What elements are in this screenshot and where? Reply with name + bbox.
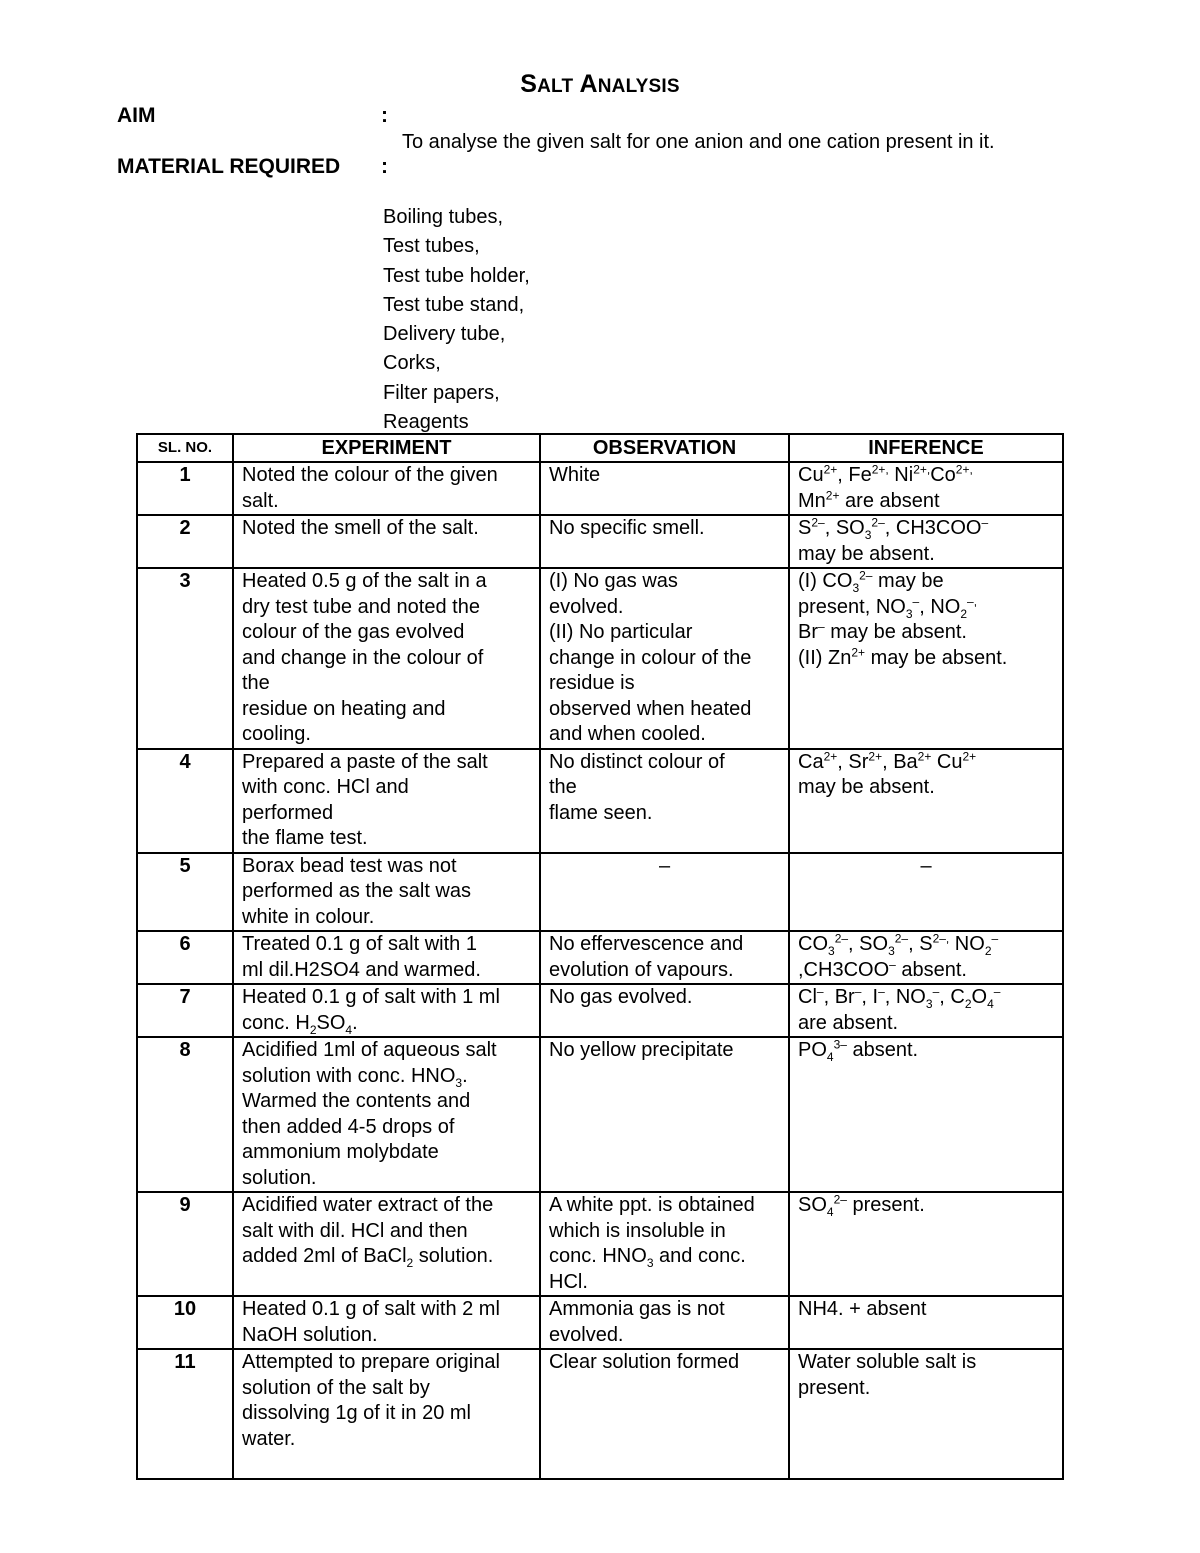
- inference-cell: $Ca^{2+}$, $Sr^{2+}$, $Ba^{2+}$ $Cu^{2+}$ may be absent.: [789, 749, 1063, 853]
- experiment-cell: Noted the smell of the salt.: [233, 515, 540, 568]
- inference-cell: NH4. + absent: [789, 1296, 1063, 1349]
- materials-label: MATERIAL REQUIRED: [117, 155, 341, 178]
- row-number: 5: [137, 853, 233, 932]
- observation-cell: No distinct colour of the flame seen.: [540, 749, 789, 853]
- experiment-cell: Treated 0.1 g of salt with 1 ml dil.H2SO4 and warmed.: [233, 931, 540, 984]
- header-inference: INFERENCE: [789, 434, 1063, 462]
- aim-label: AIM: [117, 104, 156, 127]
- table-row: [137, 462, 1063, 515]
- experiment-cell: Noted the colour of the given salt.: [233, 462, 540, 515]
- experiment-cell: Heated 0.1 g of salt with 2 ml NaOH solution.: [233, 1296, 540, 1349]
- inference-cell: $SO_4^{2-}$ present.: [789, 1192, 1063, 1296]
- row-number: 8: [137, 1037, 233, 1192]
- inference-cell: –: [789, 853, 1063, 932]
- inference-cell: $Cu^{2+}$, $Fe^{2+,}$ $Ni^{2+,}Co^{2+,}$ $Mn^{2+}$ are absent: [789, 462, 1063, 515]
- page-title: SALT ANALYSIS: [520, 70, 680, 98]
- table-header-row: [137, 434, 1063, 462]
- row-number: 10: [137, 1296, 233, 1349]
- experiment-cell: Prepared a paste of the salt with conc. HCl and performed the flame test.: [233, 749, 540, 853]
- row-number: 4: [137, 749, 233, 853]
- analysis-table: [136, 433, 1064, 1480]
- material-item: Boiling tubes,: [383, 206, 504, 228]
- table-row: [137, 1349, 1063, 1479]
- aim-text: To analyse the given salt for one anion and one cation present in it.: [402, 131, 995, 153]
- observation-cell: No yellow precipitate: [540, 1037, 789, 1192]
- experiment-cell: Acidified water extract of the salt with dil. HCl and then added 2ml of BaCl$_2$ solution.: [233, 1192, 540, 1296]
- table-row: [137, 1296, 1063, 1349]
- header-observation: OBSERVATION: [540, 434, 789, 462]
- table-row: [137, 515, 1063, 568]
- observation-cell: –: [540, 853, 789, 932]
- material-item: Filter papers,: [383, 381, 500, 404]
- materials-list: [383, 203, 530, 437]
- experiment-cell: Attempted to prepare original solution of the salt by dissolving 1g of it in 20 ml water.: [233, 1349, 540, 1479]
- observation-cell: White: [540, 462, 789, 515]
- material-item: Test tube holder,: [383, 264, 530, 287]
- material-item: Delivery tube,: [383, 323, 506, 346]
- experiment-cell: Heated 0.5 g of the salt in a dry test tube and noted the colour of the gas evolved and change in the colour of the residue on heating and cooling.: [233, 568, 540, 749]
- table-row: [137, 853, 1063, 932]
- table-row: [137, 568, 1063, 749]
- table-row: [137, 984, 1063, 1037]
- observation-cell: Ammonia gas is not evolved.: [540, 1296, 789, 1349]
- observation-cell: No gas evolved.: [540, 984, 789, 1037]
- aim-colon: :: [381, 104, 388, 127]
- observation-cell: No effervescence and evolution of vapours.: [540, 931, 789, 984]
- row-number: 7: [137, 984, 233, 1037]
- material-item: Test tubes,: [383, 235, 480, 258]
- row-number: 9: [137, 1192, 233, 1296]
- observation-cell: No specific smell.: [540, 515, 789, 568]
- observation-cell: (I) No gas was evolved. (II) No particular change in colour of the residue is observed when heated and when cooled.: [540, 568, 789, 749]
- row-number: 11: [137, 1349, 233, 1479]
- inference-cell: $PO_4^{3-}$ absent.: [789, 1037, 1063, 1192]
- table-row: [137, 931, 1063, 984]
- material-item: Test tube stand,: [383, 293, 525, 316]
- table-row: [137, 749, 1063, 853]
- header-experiment: EXPERIMENT: [233, 434, 540, 462]
- materials-colon: :: [381, 155, 388, 178]
- table-row: [137, 1037, 1063, 1192]
- table-row: [137, 1192, 1063, 1296]
- experiment-cell: Heated 0.1 g of salt with 1 ml conc. $H_2SO_4$.: [233, 984, 540, 1037]
- observation-cell: Clear solution formed: [540, 1349, 789, 1479]
- row-number: 3: [137, 568, 233, 749]
- experiment-cell: Acidified 1ml of aqueous salt solution with conc. $HNO_3$. Warmed the contents and then added 4-5 drops of ammonium molybdate solution.: [233, 1037, 540, 1192]
- inference-cell: $S^{2-}$, $SO_3^{2-}$, CH3COO– may be absent.: [789, 515, 1063, 568]
- observation-cell: A white ppt. is obtained which is insoluble in conc. $HNO_3$ and conc. HCl.: [540, 1192, 789, 1296]
- row-number: 6: [137, 931, 233, 984]
- experiment-cell: Borax bead test was not performed as the salt was white in colour.: [233, 853, 540, 932]
- material-item: Corks,: [383, 352, 441, 375]
- inference-cell: $CO_3^{2-}$, $SO_3^{2-}$, $S^{2-,}$ $NO_2^-$ ,CH3COO– absent.: [789, 931, 1063, 984]
- inference-cell: (I) $CO_3^{2-}$ may be present, $NO_3^-$, $NO_2^{-,}$ Br– may be absent. (II) $Zn^{2+}$ may be absent.: [789, 568, 1063, 749]
- header-sl-no: SL. NO.: [137, 434, 233, 462]
- row-number: 1: [137, 462, 233, 515]
- inference-cell: Water soluble salt is present.: [789, 1349, 1063, 1479]
- material-item: Reagents: [383, 411, 469, 434]
- inference-cell: Cl–, Br–, I–, $NO_3^-$, $C_2O_4^-$ are absent.: [789, 984, 1063, 1037]
- row-number: 2: [137, 515, 233, 568]
